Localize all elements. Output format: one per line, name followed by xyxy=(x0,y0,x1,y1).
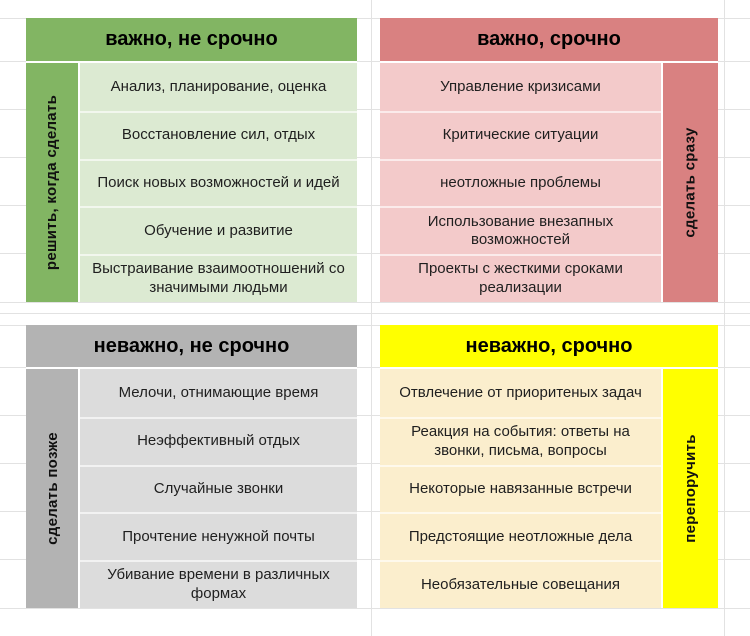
matrix-item: Поиск новых возможностей и идей xyxy=(80,159,357,207)
quadrant-body xyxy=(80,369,357,608)
quadrant-sidebar xyxy=(663,369,718,608)
quadrant-content xyxy=(26,63,357,302)
quadrant-header: важно, не срочно xyxy=(26,18,357,61)
quadrant-header: неважно, срочно xyxy=(380,325,718,367)
matrix-item: Управление кризисами xyxy=(440,77,601,95)
quadrant-content xyxy=(26,369,357,608)
quadrant-not-important-urgent xyxy=(380,325,718,608)
quadrant-header: неважно, не срочно xyxy=(26,325,357,367)
sidebar-label: перепоручить xyxy=(682,434,700,543)
matrix-item: Использование внезапных возможностей xyxy=(380,206,661,254)
quadrant-body xyxy=(80,63,357,302)
quadrant-sidebar xyxy=(26,63,78,302)
matrix-item: Предстоящие неотложные дела xyxy=(380,512,661,560)
matrix-item: Отвлечение от приоритеных задач xyxy=(399,383,642,401)
quadrant-not-important-not-urgent xyxy=(26,325,357,608)
matrix-item: Необязательные совещания xyxy=(380,560,661,608)
quadrant-body xyxy=(380,369,661,608)
matrix-item: неотложные проблемы xyxy=(380,159,661,207)
quadrant-body xyxy=(380,63,661,302)
quadrant-important-not-urgent xyxy=(26,18,357,302)
quadrant-content xyxy=(380,63,718,302)
matrix-item: Прочтение ненужной почты xyxy=(80,512,357,560)
quadrant-content xyxy=(380,369,718,608)
matrix-item: Случайные звонки xyxy=(80,465,357,513)
sidebar-label: сделать позже xyxy=(43,432,61,545)
matrix-item: Восстановление сил, отдых xyxy=(80,111,357,159)
matrix-item: Обучение и развитие xyxy=(80,206,357,254)
matrix-item: Выстраивание взаимоотношений со значимыми людьми xyxy=(80,254,357,302)
matrix-item: Мелочи, отнимающие время xyxy=(118,383,319,401)
sidebar-label: решить, когда сделать xyxy=(43,94,61,271)
matrix-item: Некоторые навязанные встречи xyxy=(380,465,661,513)
quadrant-sidebar xyxy=(663,63,718,302)
quadrant-sidebar xyxy=(26,369,78,608)
matrix-item: Критические ситуации xyxy=(380,111,661,159)
matrix-item: Проекты с жесткими сроками реализации xyxy=(380,254,661,302)
sidebar-label: сделать сразу xyxy=(682,127,700,238)
matrix-item: Неэффективный отдых xyxy=(80,417,357,465)
matrix-item: Убивание времени в различных формах xyxy=(80,560,357,608)
matrix-item: Реакция на события: ответы на звонки, письма, вопросы xyxy=(380,417,661,465)
quadrant-header: важно, срочно xyxy=(380,18,718,61)
matrix-item: Анализ, планирование, оценка xyxy=(110,77,327,95)
quadrant-important-urgent xyxy=(380,18,718,302)
